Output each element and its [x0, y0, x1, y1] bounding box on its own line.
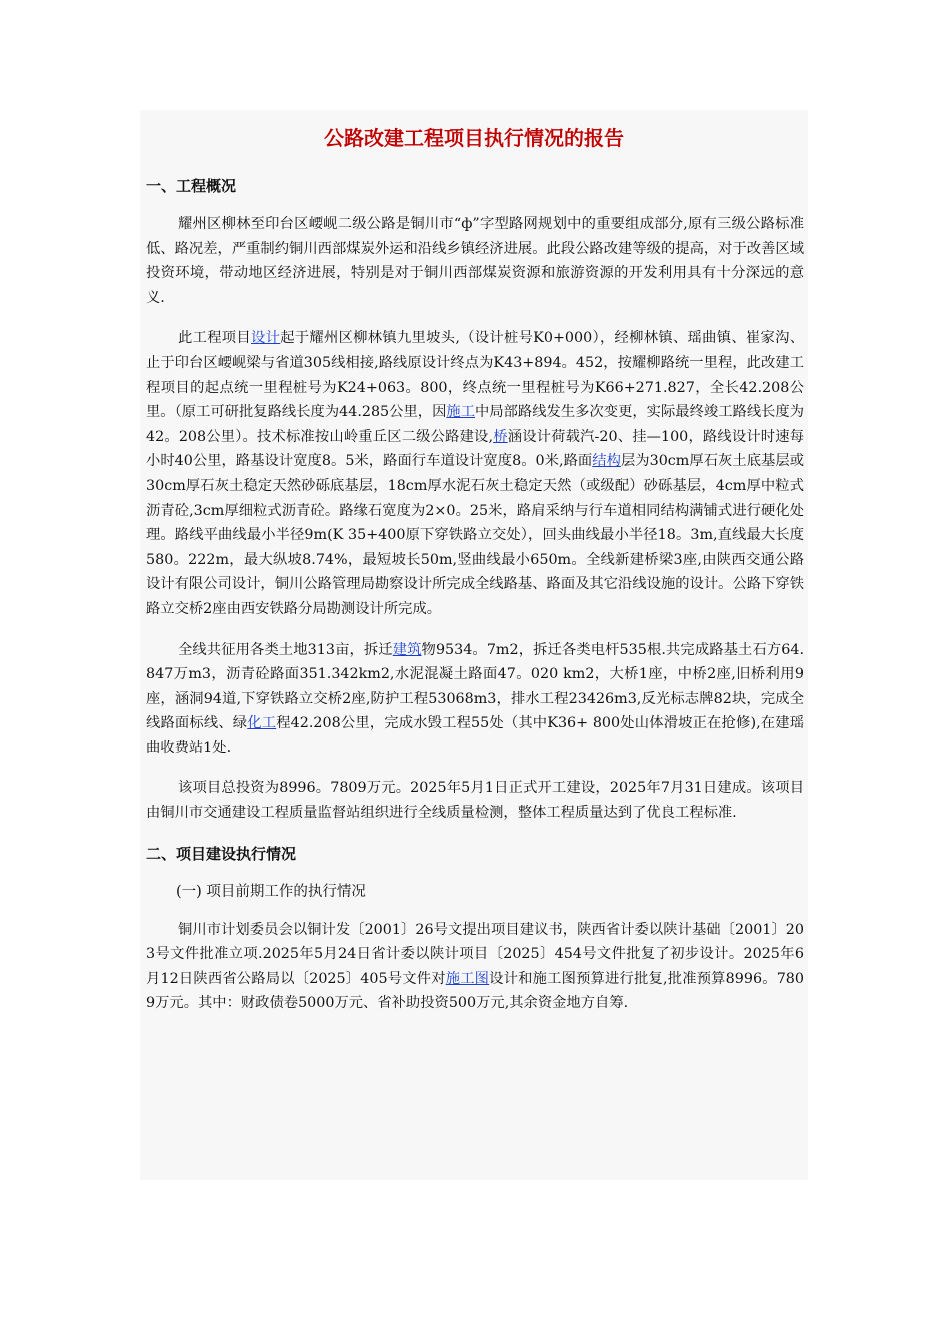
subsection-heading-preliminary: (一) 项目前期工作的执行情况: [176, 883, 366, 900]
document-page: [140, 110, 808, 1180]
section-heading-overview: 一、工程概况: [146, 177, 237, 195]
text-span: 物9534。7m2，拆迁各类电杆535根.共完成路基土石方64.847万m3，沥青砼路面351.342km2,水泥混凝土路面47。020 km2，大桥1座，中桥2座,旧桥利用9座，涵洞94道,下穿铁路立交桥2座,防护工程53068m3，排水工程23426m3,反光标志牌82块，完成全线路面标线、绿: [146, 641, 805, 732]
document-title: 公路改建工程项目执行情况的报告: [324, 126, 624, 150]
text-span: 涵设计荷载汽-20、挂—100，路线设计时速每小时40公里，路基设计宽度8。5米，路面行车道设计宽度8。0米,路面: [146, 428, 805, 470]
link-bridge[interactable]: 桥: [493, 428, 508, 445]
text-span: 全线共征用各类土地313亩，拆迁: [178, 641, 393, 658]
link-chemical[interactable]: 化工: [247, 715, 277, 732]
paragraph-quantities: [146, 638, 804, 761]
text-span: 铜川市计划委员会以铜计发〔2001〕26号文提出项目建议书，陕西省计委以陕计基础〔2001〕203号文件批准立项.2025年5月24日省计委以陕计项目〔2025〕454号文件批复了初步设计。2025年6月12日陕西省公路局以〔2025〕405号文件对: [146, 921, 804, 987]
link-building[interactable]: 建筑: [392, 641, 422, 658]
paragraph-approvals: [146, 918, 804, 1016]
paragraph-intro: 耀州区柳林至印台区崾岘二级公路是铜川市“ф”字型路网规划中的重要组成部分,原有三级公路标准低、路况差，严重制约铜川西部煤炭外运和沿线乡镇经济进展。此段公路改建等级的提高，对于改善区域投资环境，带动地区经济进展，特别是对于铜川西部煤炭资源和旅游资源的开发利用具有十分深远的意义.: [146, 216, 804, 306]
text-span: 程42.208公里，完成水毁工程55处（其中K36+ 800处山体滑坡正在抢修),在建瑶曲收费站1处.: [146, 715, 805, 756]
link-design[interactable]: 设计: [250, 330, 281, 347]
section-heading-execution: 二、项目建设执行情况: [146, 844, 297, 863]
link-structure[interactable]: 结构: [592, 453, 621, 470]
link-construction-drawing[interactable]: 施工图: [445, 970, 490, 987]
text-span: 层为30cm厚石灰土底基层或30cm厚石灰土稳定天然砂砾底基层，18cm厚水泥石灰土稳定天然（或级配）砂砾基层，4cm厚中粒式沥青砼,3cm厚细粒式沥青砼。路缘石宽度为2×0。25米，路肩采纳与行车道相同结构满铺式进行硬化处理。路线平曲线最小半径9m(K 35+400原下穿铁路立交处），回头曲线最小半径18。3m,直线最大长度580。222m，最大纵坡8.74%，最短坡长50m,竖曲线最小650m。全线新建桥梁3座,由陕西交通公路设计有限公司设计，铜川公路管理局勘察设计所完成全线路基、路面及其它沿线设施的设计。公路下穿铁路立交桥2座由西安铁路分局勘测设计所完成。: [146, 453, 805, 617]
link-construction[interactable]: 施工: [446, 404, 476, 421]
text-span: 起于耀州区柳林镇九里坡头,（设计桩号K0+000），经柳林镇、瑶曲镇、崔家沟、止于印台区崾岘梁与省道305线相接,路线原设计终点为K43+894。452，按耀柳路统一里程，此改建工程项目的起点统一里程桩号为K24+063。800，终点统一里程桩号为K66+271.827，全长42.208公里。（原工可研批复路线长度为44.285公里，因: [146, 330, 805, 421]
paragraph-investment: 该项目总投资为8996。7809万元。2025年5月1日正式开工建设，2025年7月31日建成。该项目由铜川市交通建设工程质量监督站组织进行全线质量检测，整体工程质量达到了优良工程标准.: [146, 780, 804, 822]
text-span: 设计和施工图预算进行批复,批准预算8996。7809万元。其中：财政债卷5000万元、省补助投资500万元,其余资金地方自筹.: [146, 970, 805, 1012]
text-span: 此工程项目: [178, 330, 251, 347]
paragraph-design: [146, 326, 804, 621]
text-span: 中局部路线发生多次变更，实际最终竣工路线长度为42。208公里）。技术标准按山岭重丘区二级公路建设,: [146, 404, 805, 445]
